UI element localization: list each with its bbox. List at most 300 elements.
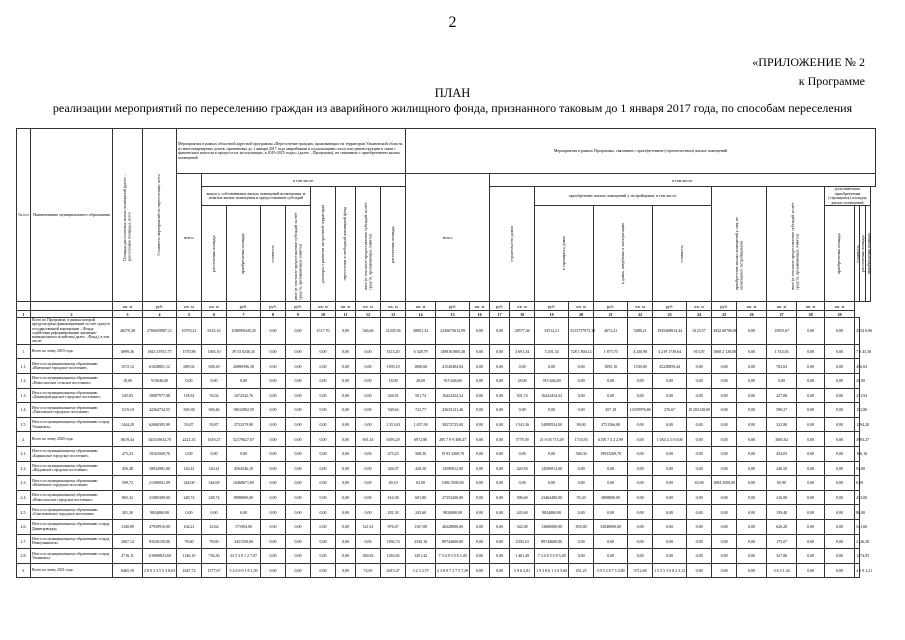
value-cell: 545,83 <box>113 388 143 403</box>
value-cell: 876,67 <box>381 519 406 534</box>
value-cell: 0,00 <box>470 490 490 505</box>
value-cell: 691,43 <box>356 432 381 447</box>
value-cell: 586,60 <box>510 490 535 505</box>
header-nezaversh-text: в строящихся домах <box>560 236 566 271</box>
value-cell: 2 3 8 9 7 3 7 5 7,29 <box>436 563 470 578</box>
value-cell: 8619,44 <box>113 432 143 447</box>
value-cell: 248,74 <box>177 490 202 505</box>
value-cell: 0,00 <box>261 563 286 578</box>
municipality-name-cell: Всего по этапу 2021 года: <box>31 563 113 578</box>
row-number-cell: 1.5. <box>17 417 31 432</box>
unit-cell: руб. <box>712 302 737 311</box>
municipality-name-cell: Итого по муниципальному образованию «Ишеевское городское поселение» <box>31 476 113 491</box>
value-cell: 1294,20 <box>855 417 860 432</box>
value-cell: 0,00 <box>286 476 311 491</box>
value-cell: 0,00 <box>628 417 653 432</box>
value-cell: 0,00 <box>594 461 628 476</box>
value-cell: 1843 47815,75 <box>143 344 177 359</box>
column-number-cell: 15 <box>436 311 470 318</box>
unit-cell: руб. <box>594 302 628 311</box>
value-cell: 0,00 <box>797 359 825 374</box>
units-row <box>17 302 876 311</box>
value-cell: 54089554,00 <box>535 417 569 432</box>
value-cell: 0,00 <box>261 359 286 374</box>
row-number-cell: 2.8. <box>17 549 31 564</box>
value-cell: 0,00 <box>490 505 510 520</box>
value-cell: 245,60 <box>510 505 535 520</box>
header-lic <box>712 187 767 302</box>
value-cell: 0,00 <box>767 373 797 388</box>
value-cell: 6465,39 <box>113 563 143 578</box>
value-cell: 246,50 <box>767 461 797 476</box>
value-cell: 0,00 <box>311 388 336 403</box>
value-cell: 0,00 <box>797 388 825 403</box>
value-cell: 568,30 <box>569 446 594 461</box>
value-cell: 0,00 <box>737 318 767 345</box>
value-cell: 0,00 <box>737 373 767 388</box>
value-cell: 0,00 <box>311 373 336 388</box>
value-cell: 0,00 <box>470 505 490 520</box>
value-cell: 0,00 <box>261 490 286 505</box>
value-cell: 0,00 <box>336 318 356 345</box>
value-cell: 0,00 <box>825 490 855 505</box>
value-cell: 0,00 <box>628 490 653 505</box>
value-cell: 0,00 <box>311 403 336 418</box>
column-number-cell: 14 <box>406 311 436 318</box>
value-cell: 0,00 <box>797 461 825 476</box>
value-cell: 681,80 <box>406 490 436 505</box>
column-number-cell: 5 <box>177 311 202 318</box>
value-cell: 1451,42 <box>406 549 436 564</box>
value-cell: 0,00 <box>712 563 737 578</box>
value-cell: 0,00 <box>797 476 825 491</box>
value-cell: 915646,00 <box>143 373 177 388</box>
value-cell: 0,00 <box>202 505 227 520</box>
value-cell: 0,00 <box>825 519 855 534</box>
value-cell: 10 202128,00 <box>687 403 712 418</box>
unit-cell: кв. м <box>406 302 436 311</box>
header-right-total: всего: <box>406 174 490 302</box>
value-cell: 1 054 4 3 0 0,00 <box>653 432 687 447</box>
value-cell: 0,00 <box>490 476 510 491</box>
value-cell: 0,00 <box>653 490 687 505</box>
value-cell: 33048000,00 <box>594 519 628 534</box>
value-cell: 0,00 <box>261 373 286 388</box>
value-cell: 420,50 <box>406 461 436 476</box>
value-cell: 0,00 <box>490 344 510 359</box>
unit-cell: руб. <box>227 302 261 311</box>
value-cell: 175,07 <box>767 534 797 549</box>
value-cell: 0,00 <box>470 373 490 388</box>
value-cell: 0,00 <box>286 373 311 388</box>
municipality-name-cell: Всего по Программе, в рамках которой предусмотрено финансирование за счёт средств государственной корпорации – Фонда содействия реформированию жилищно-коммунального хозяйства (далее – Фонд), в том числе: <box>31 318 113 345</box>
value-cell: 74,65 <box>356 563 381 578</box>
value-cell: 1146,19 <box>177 549 202 564</box>
column-number-cell: 28 <box>797 311 825 318</box>
value-cell: 271,94 <box>855 388 860 403</box>
value-cell: 0,00 <box>336 344 356 359</box>
value-cell: 0,00 <box>737 505 767 520</box>
value-cell: 3 2 3 4,75 <box>406 563 436 578</box>
value-cell: 0,00 <box>737 490 767 505</box>
value-cell: 0,00 <box>687 519 712 534</box>
header-inoe <box>356 187 381 302</box>
value-cell: 0,00 <box>797 417 825 432</box>
column-number-cell: 27 <box>767 311 797 318</box>
value-cell: 93,87 <box>177 417 202 432</box>
value-cell: 0,00 <box>712 490 737 505</box>
value-cell: 0,00 <box>712 359 737 374</box>
value-cell: 118,92 <box>177 388 202 403</box>
value-cell: 0,00 <box>311 359 336 374</box>
value-cell: 21396841,09 <box>143 476 177 491</box>
value-cell: 0,00 <box>737 549 767 564</box>
value-cell: 0,00 <box>311 490 336 505</box>
value-cell: 0,00 <box>311 563 336 578</box>
unit-cell: кв. м <box>470 302 490 311</box>
value-cell: 0,00 <box>825 461 855 476</box>
value-cell: 0,00 <box>825 344 855 359</box>
table-row <box>17 344 876 359</box>
value-cell: 110968823,69 <box>143 549 177 564</box>
value-cell: 0,00 <box>569 549 594 564</box>
value-cell: 52179627,07 <box>227 432 261 447</box>
value-cell: 0,00 <box>311 432 336 447</box>
value-cell: 0,00 <box>470 432 490 447</box>
value-cell: 0,00 <box>687 461 712 476</box>
value-cell: 0,00 <box>286 344 311 359</box>
unit-cell <box>31 302 113 311</box>
value-cell: 0,00 <box>825 549 855 564</box>
column-number-cell: 1 <box>17 311 31 318</box>
value-cell: 0,00 <box>177 373 202 388</box>
value-cell: 7 3 6 8 5 0 8 5,49 <box>535 549 569 564</box>
value-cell: 1274,95 <box>855 549 860 564</box>
value-cell: 18632802,59 <box>227 403 261 418</box>
value-cell: 4 230,98 <box>628 344 653 359</box>
table-row <box>17 534 876 549</box>
value-cell: 0,00 <box>336 446 356 461</box>
value-cell: 0,00 <box>336 519 356 534</box>
unit-cell: кв. м <box>113 302 143 311</box>
value-cell: 2126,28 <box>855 534 860 549</box>
value-cell: 0,00 <box>628 549 653 564</box>
column-number-cell: 17 <box>490 311 510 318</box>
value-cell: 0,00 <box>470 563 490 578</box>
value-cell: 63,90 <box>406 476 436 491</box>
value-cell: 0,00 <box>825 388 855 403</box>
value-cell: 0,00 <box>286 446 311 461</box>
column-number-cell: 24 <box>687 311 712 318</box>
value-cell: 0,00 <box>797 490 825 505</box>
header-area-text: Площадь расселяемых жилых помещений (далее – расселяемая площадь), всего <box>122 174 132 261</box>
header-dogovor <box>311 187 336 302</box>
value-cell: 245,60 <box>406 505 436 520</box>
header-vvedennyh-text: в домах, введённых в эксплуатацию <box>619 222 625 285</box>
value-cell: 3065,62 <box>767 432 797 447</box>
value-cell: 0,00 <box>470 519 490 534</box>
unit-cell: кв. м <box>381 302 406 311</box>
table-row <box>17 490 876 505</box>
value-cell: 0,00 <box>737 388 767 403</box>
value-cell: 454,03 <box>767 446 797 461</box>
column-number-cell: 29 <box>825 311 855 318</box>
value-cell: 0,00 <box>261 417 286 432</box>
value-cell: 1 461,49 <box>510 549 535 564</box>
value-cell: 9824000,00 <box>535 505 569 520</box>
row-number-cell: 2.6. <box>17 519 31 534</box>
header-vykup-raspol <box>202 206 227 302</box>
unit-cell: руб. <box>286 302 311 311</box>
value-cell: 93526150,00 <box>143 534 177 549</box>
value-cell: 0,00 <box>687 549 712 564</box>
value-cell: 475,23 <box>381 446 406 461</box>
value-cell: 0,00 <box>737 446 767 461</box>
value-cell: 0,00 <box>687 505 712 520</box>
value-cell: 27253200,00 <box>436 490 470 505</box>
table-row <box>17 563 876 578</box>
value-cell: 89744600,00 <box>535 534 569 549</box>
value-cell: 0,00 <box>470 461 490 476</box>
value-cell: 0,00 <box>356 344 381 359</box>
value-cell: 1 9 3 8 6 1 3 0 5,60 <box>535 563 569 578</box>
value-cell: 14590812,00 <box>535 461 569 476</box>
row-number-cell: 3. <box>17 563 31 578</box>
value-cell: 1945468814,44 <box>653 318 687 345</box>
column-numbers-row <box>17 311 876 318</box>
value-cell: 0,00 <box>227 373 261 388</box>
header-vykup-priobr-text: приобретаемая площадь <box>240 232 246 275</box>
value-cell: 18087977,08 <box>143 388 177 403</box>
value-cell: 0,00 <box>825 359 855 374</box>
header-inoe-text: иное (в том числе предоставление субсидий за счёт средств, превышающих лимиты) <box>362 202 372 290</box>
value-cell: 0,00 <box>356 446 381 461</box>
value-cell: 171904,00 <box>227 519 261 534</box>
value-cell: 33512,21 <box>535 318 569 345</box>
value-cell: 0,00 <box>261 344 286 359</box>
header-inoe-right <box>767 187 825 302</box>
value-cell: 78,60 <box>202 534 227 549</box>
value-cell: 0,00 <box>261 446 286 461</box>
value-cell: 0,00 <box>311 476 336 491</box>
value-cell: 0,00 <box>286 432 311 447</box>
value-cell: 0,00 <box>261 318 286 345</box>
value-cell: 0,00 <box>336 534 356 549</box>
value-cell: 5513757975,38 <box>569 318 594 345</box>
value-cell: 0,00 <box>737 359 767 374</box>
value-cell: 9824000,00 <box>143 505 177 520</box>
column-number-cell: 22 <box>628 311 653 318</box>
value-cell: 0,00 <box>628 373 653 388</box>
unit-cell: кв. м <box>797 302 825 311</box>
value-cell: 0,00 <box>470 476 490 491</box>
value-cell: 0,00 <box>356 490 381 505</box>
value-cell: 0,00 <box>653 549 687 564</box>
value-cell: 7 3 6 8 5 0 8 5,49 <box>436 549 470 564</box>
value-cell: 48279,38 <box>113 318 143 345</box>
municipality-name-cell: Итого по муниципальному образованию «Новоспасское сельское поселение» <box>31 373 113 388</box>
appendix-note <box>752 54 865 90</box>
unit-cell: кв. м <box>825 302 855 311</box>
value-cell: 106,10 <box>855 446 860 461</box>
value-cell: 420,50 <box>510 461 535 476</box>
value-cell: 1444,29 <box>113 417 143 432</box>
value-cell: 0,00 <box>737 534 767 549</box>
value-cell: 28,00 <box>406 373 436 388</box>
value-cell: 0,00 <box>737 403 767 418</box>
value-cell: 1577,67 <box>202 563 227 578</box>
value-cell: 0,00 <box>737 461 767 476</box>
column-number-cell: 18 <box>510 311 535 318</box>
value-cell: 16422434,32 <box>436 388 470 403</box>
value-cell: 0,00 <box>356 461 381 476</box>
header-vykup-inoe <box>286 206 311 302</box>
unit-cell: кв. м <box>569 302 594 311</box>
value-cell: 457,18 <box>594 403 628 418</box>
header-raspol-left <box>381 187 406 302</box>
value-cell: 0,00 <box>261 388 286 403</box>
value-cell: 0,00 <box>797 549 825 564</box>
value-cell: 568,30 <box>406 446 436 461</box>
value-cell: 78,60 <box>177 534 202 549</box>
value-cell: 0,00 <box>594 534 628 549</box>
unit-cell: руб. <box>143 302 177 311</box>
header-raspol-left-text: расселяемая площадь <box>389 225 395 263</box>
value-cell: 0,00 <box>490 403 510 418</box>
value-cell: 0,00 <box>712 373 737 388</box>
row-number-cell: 2.4. <box>17 490 31 505</box>
header-inoe-right-text: иное (в том числе предоставление субсидий за счёт средств, превышающих лимиты) <box>790 202 800 290</box>
value-cell: 63,90 <box>687 476 712 491</box>
value-cell: 0,00 <box>261 549 286 564</box>
value-cell: 0,00 <box>737 344 767 359</box>
municipality-name-cell: Итого по муниципальному образованию «город Новоульяновск» <box>31 534 113 549</box>
value-cell: 13359976,86 <box>628 403 653 418</box>
municipality-name-cell: Итого по муниципальному образованию «Сенгилеевское городское поселение» <box>31 505 113 520</box>
table-row <box>17 432 876 447</box>
header-dopol-3-text: расселяемая площадь <box>860 235 866 272</box>
header-vykup-stoimost-text: стоимость <box>269 244 275 263</box>
value-cell: 19163569,70 <box>143 446 177 461</box>
value-cell: 0,00 <box>177 505 202 520</box>
value-cell: 23,62 <box>202 519 227 534</box>
value-cell: 0,00 <box>712 519 737 534</box>
value-cell: 0,00 <box>797 519 825 534</box>
value-cell: 0,00 <box>737 519 767 534</box>
value-cell: 915 646,00 <box>535 373 569 388</box>
value-cell: 0,00 <box>336 476 356 491</box>
header-vykup-inoe-text: иное (в том числе предоставление субсидий за счёт средств, превышающих лимиты) <box>292 211 302 300</box>
value-cell: 0,00 <box>356 534 381 549</box>
value-cell: 0,00 <box>470 359 490 374</box>
value-cell: 0,00 <box>510 446 535 461</box>
value-cell: 10468671,89 <box>227 476 261 491</box>
value-cell: 19933269,70 <box>594 446 628 461</box>
document-subtitle: реализации мероприятий по переселению граждан из аварийного жилищного фонда, признанного таковым до 1 января 2017 года, по способам переселения <box>52 101 853 115</box>
value-cell: 0,00 <box>797 505 825 520</box>
value-cell: 0,00 <box>490 563 510 578</box>
value-cell: 0,00 <box>470 344 490 359</box>
value-cell: 1060 2 128,00 <box>712 344 737 359</box>
value-cell: 3 6 3 1,34 <box>767 563 797 578</box>
value-cell: 0,00 <box>594 505 628 520</box>
value-cell: 0,00 <box>687 359 712 374</box>
value-cell: 0,00 <box>628 446 653 461</box>
value-cell: 0,00 <box>286 490 311 505</box>
column-number-cell: 3 <box>113 311 143 318</box>
value-cell: 0,00 <box>712 446 737 461</box>
value-cell: 2320673612,99 <box>436 318 470 345</box>
value-cell: 549,64 <box>381 403 406 418</box>
value-cell: 0,00 <box>687 432 712 447</box>
value-cell: 0,00 <box>286 388 311 403</box>
value-cell: 0,00 <box>336 359 356 374</box>
value-cell: 0,00 <box>227 505 261 520</box>
municipality-name-cell: Итого по муниципальному образованию «Жадовское городское поселение» <box>31 461 113 476</box>
table-row <box>17 549 876 564</box>
value-cell: 4564546,18 <box>227 461 261 476</box>
value-cell: 5 2 0 6 9 1 8 1,39 <box>227 563 261 578</box>
value-cell: 0,00 <box>653 534 687 549</box>
row-number-cell: 1.2. <box>17 373 31 388</box>
column-number-cell: 2 <box>31 311 113 318</box>
value-cell: 0,00 <box>712 505 737 520</box>
value-cell: 0,00 <box>653 505 687 520</box>
value-cell: 14590812,00 <box>436 461 470 476</box>
value-cell: 0,00 <box>336 432 356 447</box>
value-cell: 0,00 <box>687 373 712 388</box>
value-cell: 62060395,99 <box>143 417 177 432</box>
table-row <box>17 505 876 520</box>
value-cell: 201,30 <box>381 505 406 520</box>
value-cell: 0,00 <box>797 446 825 461</box>
value-cell: 28,00 <box>510 373 535 388</box>
value-cell: 0,00 <box>261 476 286 491</box>
value-cell: 41520404,84 <box>436 359 470 374</box>
value-cell: 1 5 5 5 3 0 8 2 3,12 <box>653 563 687 578</box>
value-cell: 201,30 <box>113 505 143 520</box>
value-cell: 16422434,32 <box>535 388 569 403</box>
unit-cell: кв. м <box>177 302 202 311</box>
value-cell: 1992,74 <box>381 534 406 549</box>
value-cell: 0,00 <box>286 505 311 520</box>
municipality-name-cell: Всего по этапу 2020 года: <box>31 432 113 447</box>
value-cell: 6415,47 <box>381 563 406 578</box>
header-pereselenie-text: переселение в свободный жилищный фонд <box>342 207 348 281</box>
value-cell: 0,00 <box>311 549 336 564</box>
value-cell: 0,00 <box>490 519 510 534</box>
value-cell: 343310634,70 <box>143 432 177 447</box>
value-cell: 49,10 <box>381 476 406 491</box>
value-cell: 501,74 <box>510 388 535 403</box>
value-cell: 5 9 6 2,81 <box>510 563 535 578</box>
value-cell: 1095,10 <box>594 359 628 374</box>
value-cell: 248,74 <box>202 490 227 505</box>
value-cell: 0,00 <box>356 476 381 491</box>
value-cell: 590,27 <box>767 403 797 418</box>
header-area <box>113 129 143 302</box>
unit-cell <box>17 302 31 311</box>
value-cell: 0,00 <box>490 432 510 447</box>
column-number-cell: 21 <box>594 311 628 318</box>
value-cell: 0,00 <box>177 446 202 461</box>
header-pereselenie <box>336 187 356 302</box>
value-cell: 0,00 <box>628 432 653 447</box>
value-cell: 0,00 <box>286 417 311 432</box>
column-number-cell: 10 <box>311 311 336 318</box>
value-cell: 369,82 <box>356 549 381 564</box>
value-cell: 0,00 <box>535 403 569 418</box>
